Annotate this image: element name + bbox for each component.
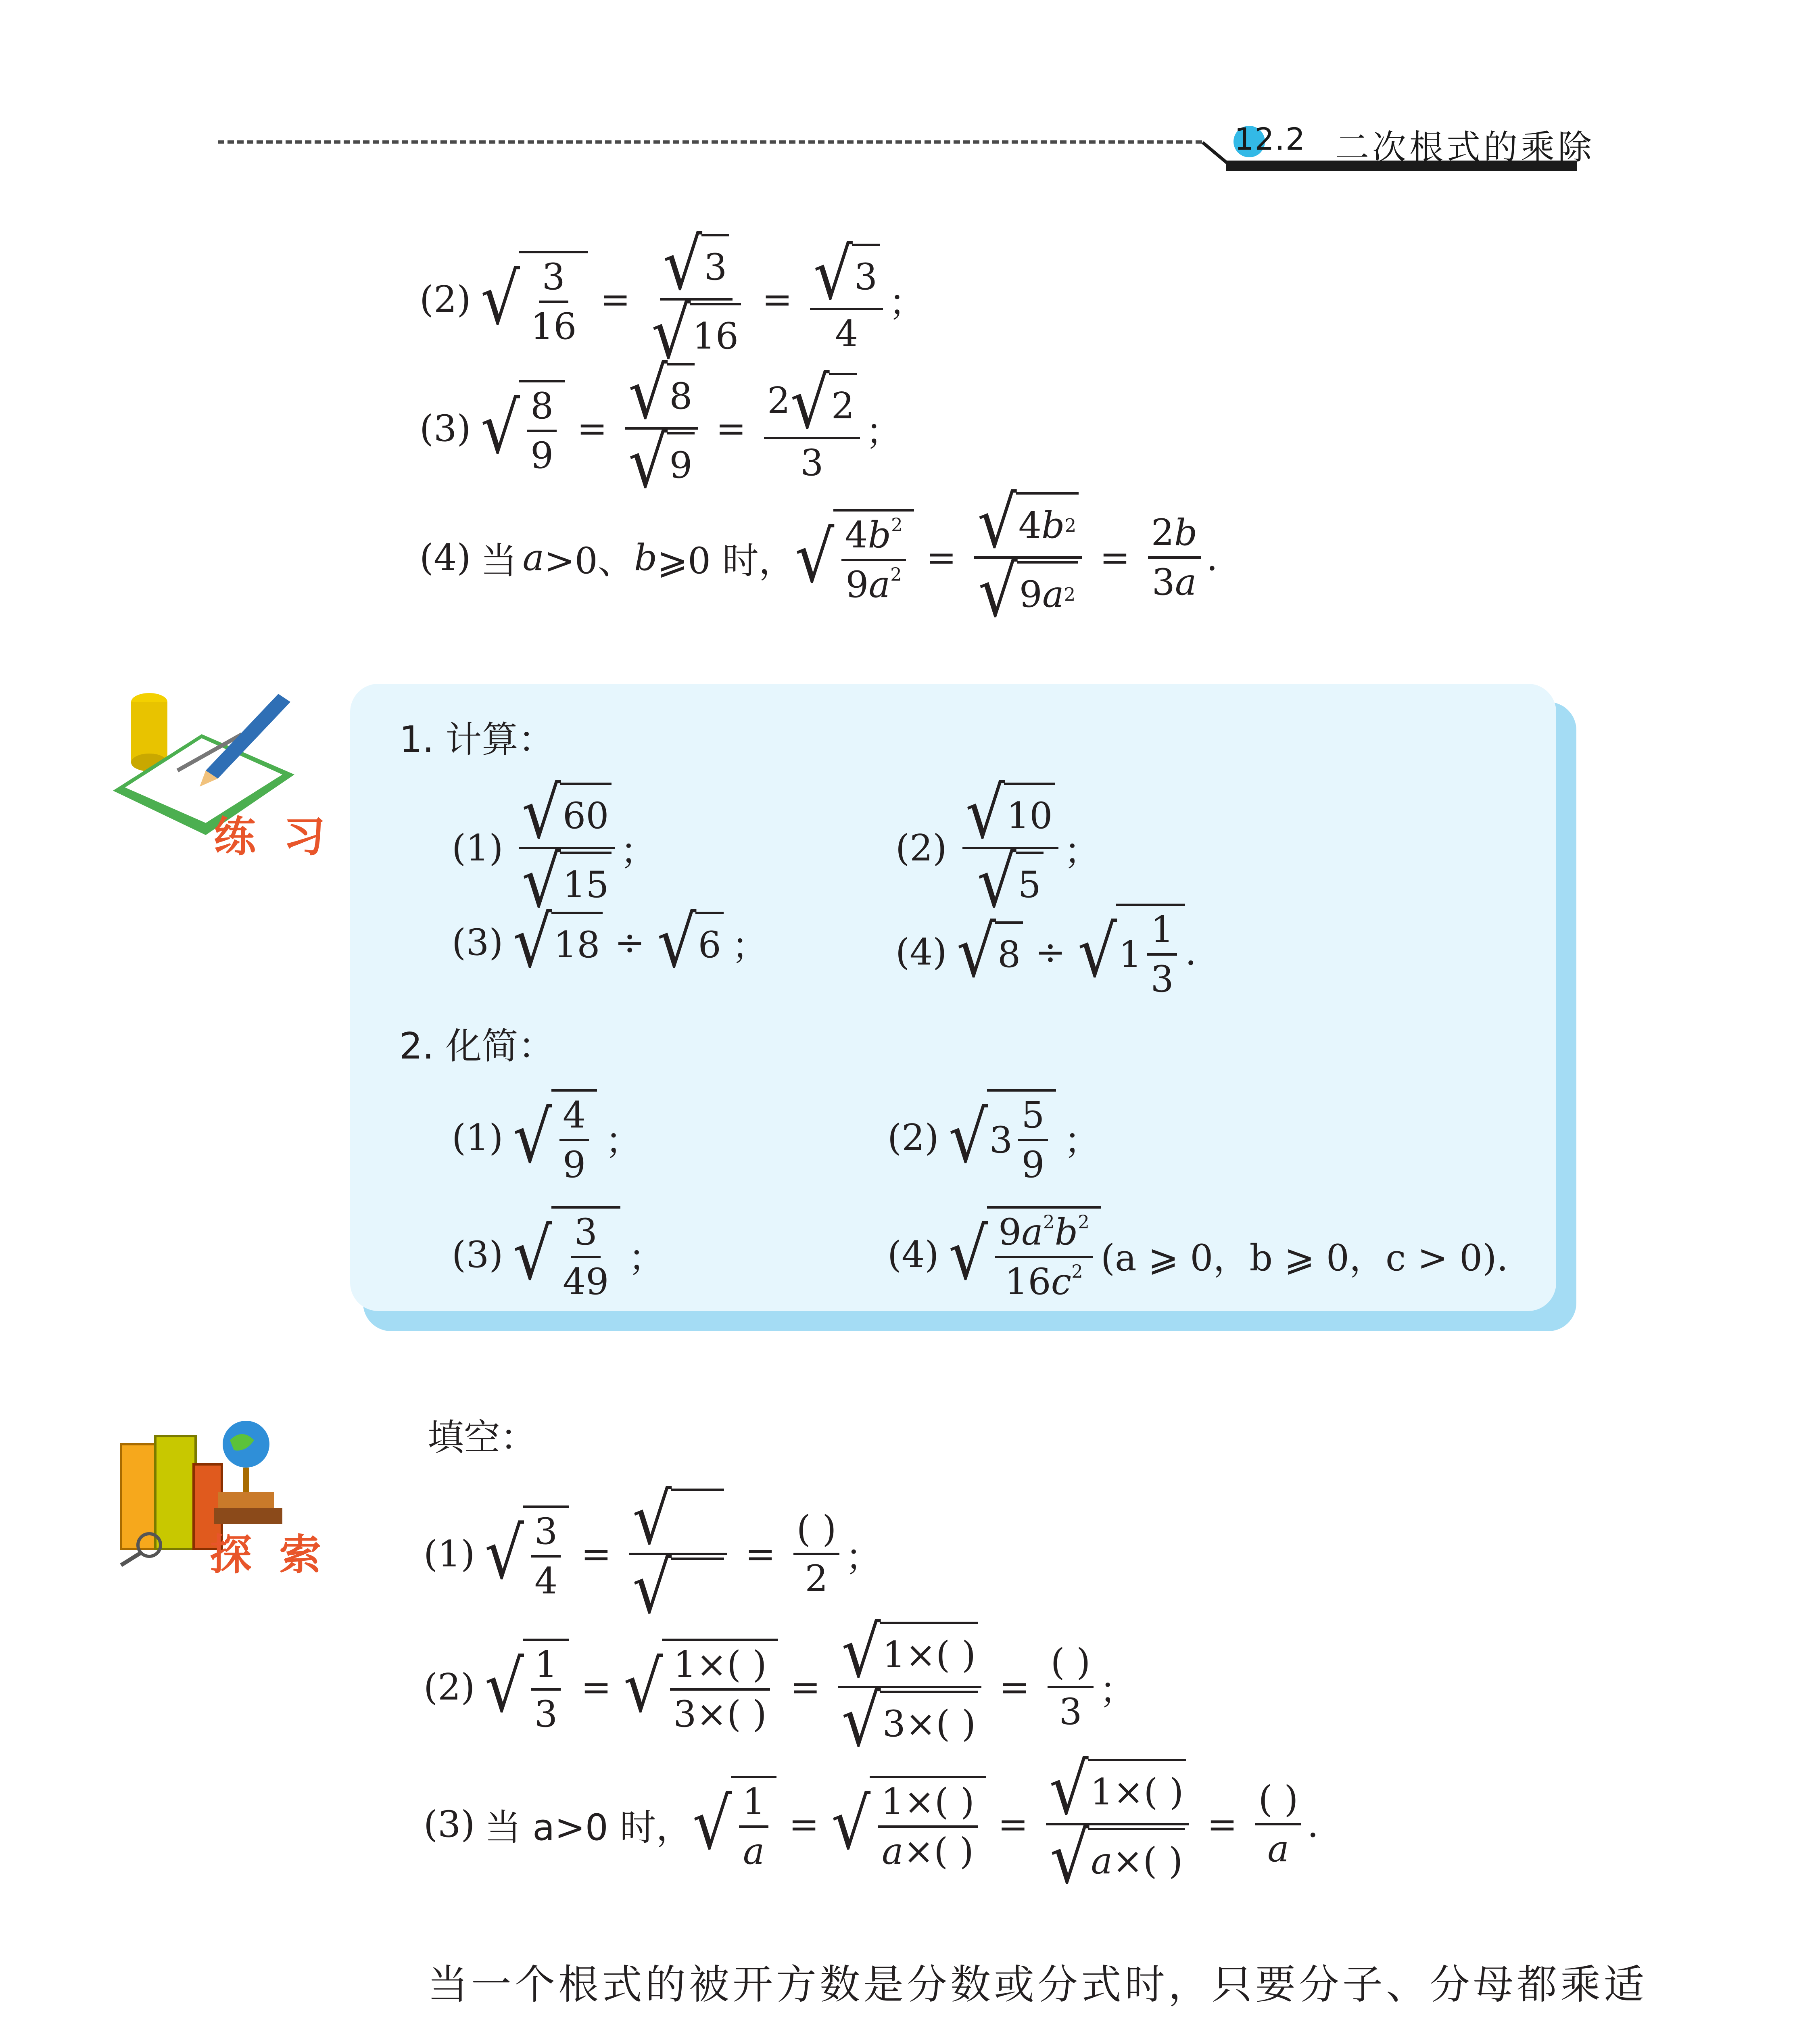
practice-q1-3: (3) √ 18 ÷ √ 6 ；: [452, 901, 768, 984]
section-title: 二次根式的乘除: [1335, 127, 1595, 167]
header-slant: [1202, 141, 1228, 165]
header-dashed-rule: [218, 140, 1202, 144]
paragraph-line-1: 当一个根式的被开方数是分数或分式时，只要分子、分母都乘适: [428, 1961, 1647, 2008]
practice-q2-2: (2) √ 3 $\frac{5}{9}$ ；: [887, 1089, 1100, 1186]
practice-q2-4: (4) √ $\frac{9a^2b^2}{16c^2}$ (a ⩾ 0，b ⩾ 0，c > 0).: [887, 1206, 1508, 1303]
explore-2: (2) √ $\frac{1}{3}$ = √ $\frac{1\times( )}{3\times( )}$ = √ 1×( ) √ 3×( ) = $\frac{( )}{3}$ ；: [424, 1611, 1136, 1763]
practice-label: 练 习: [214, 812, 332, 861]
practice-q1-2: (2) √ 10 √ 5 ；: [895, 772, 1100, 924]
example-label: (4): [420, 536, 471, 579]
example-label: (3): [420, 407, 471, 450]
explore-fill-title: 填空：: [428, 1416, 536, 1459]
explore-3: (3) 当 a>0 时， √ $\frac{1}{a}$ = √ $\frac{1\times( )}{a\times( )}$ = √ 1×( ) √ a ×( ) = $\frac{( )}{a}$ .: [424, 1748, 1319, 1900]
example-2: (2) √ $\frac{3}{16}$ = √ 3 √ 16 = √ 3 4 ；: [420, 223, 925, 375]
practice-q1-4: (4) √ 8 ÷ √ 1 $\frac{1}{3}$ .: [895, 904, 1196, 1000]
explore-1: (1) √ $\frac{3}{4}$ = $\frac{√}{√}$ = $\frac{( )}{2}$ ；: [424, 1478, 882, 1630]
explore-label: 探 索: [210, 1530, 328, 1579]
example-4: (4) 当 a >0、 b ⩾0 时， √ $\frac{4b^2}{9a^2}$ = √ 4 b 2 √ 9 a 2 = $\frac{2b}{3a}$ .: [420, 481, 1218, 633]
practice-q2-1: (1) √ $\frac{4}{9}$ ；: [452, 1089, 641, 1186]
practice-q2-title: 2. 化简：: [399, 1025, 555, 1067]
practice-q2-3: (3) √ $\frac{3}{49}$ ；: [452, 1206, 665, 1303]
example-label: (2): [420, 278, 471, 321]
section-number: 12.2: [1234, 121, 1306, 157]
example-3: (3) √ $\frac{8}{9}$ = √ 8 √ 9 = 2 √ 2 3 ；: [420, 352, 902, 504]
practice-q1-1: (1) √ 60 √ 15 ；: [452, 772, 657, 924]
practice-q1-title: 1. 计算：: [399, 718, 555, 761]
